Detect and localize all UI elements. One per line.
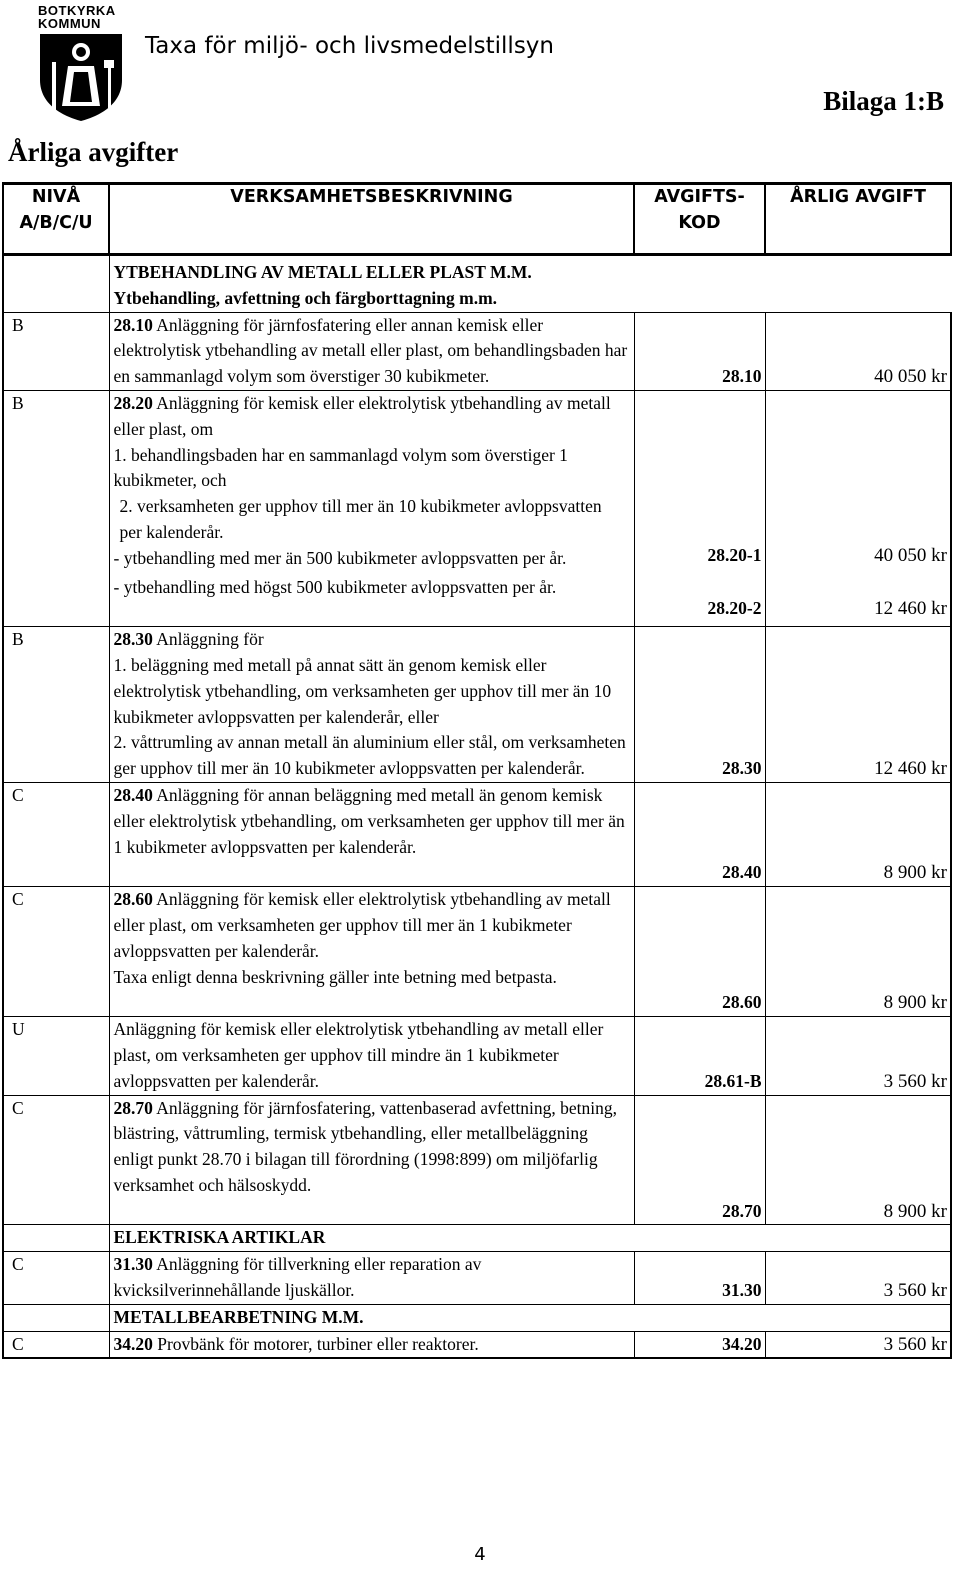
description-cell: 28.40 Anläggning för annan beläggning med metall än genom kemisk eller elektrolytisk ytbehandling, om verksamheten ger upphov till mer än 1 kubikmeter avloppsvatten per kalenderår.: [109, 782, 634, 886]
code-cell: 28.30: [634, 627, 765, 783]
description-cell: 34.20 Provbänk för motorer, turbiner eller reaktorer.: [109, 1331, 634, 1358]
description-cell: 28.60 Anläggning för kemisk eller elektrolytisk ytbehandling av metall eller plast, om verksamheten ger upphov till mer än 1 kubikmeter avloppsvatten per kalenderår. Taxa enligt denna beskrivning gäller inte betning med betpasta.: [109, 887, 634, 1017]
fee-cell: 12 460 kr: [765, 627, 951, 783]
column-header-fee: ÅRLIG AVGIFT: [765, 184, 951, 255]
municipality-logo: [38, 4, 138, 127]
section-row: [3, 1225, 951, 1252]
code-cell: 28.61-B: [634, 1017, 765, 1095]
level-cell: B: [3, 390, 109, 626]
fee-cell: 40 050 kr 12 460 kr: [765, 390, 951, 626]
fee-cell: 8 900 kr: [765, 1095, 951, 1225]
code-cell: 28.60: [634, 887, 765, 1017]
fee-cell: 8 900 kr: [765, 782, 951, 886]
table-header-row: [3, 184, 951, 255]
code-cell: 34.20: [634, 1331, 765, 1358]
fee-cell: 40 050 kr: [765, 312, 951, 390]
code-cell: 28.70: [634, 1095, 765, 1225]
table-row: [3, 1017, 951, 1095]
level-cell: C: [3, 1331, 109, 1358]
level-cell: B: [3, 312, 109, 390]
table-row: [3, 782, 951, 886]
description-cell: 28.20 Anläggning för kemisk eller elektrolytisk ytbehandling av metall eller plast, om 1. behandlingsbaden har en sammanlagd volym som överstiger 1 kubikmeter, och 2. verksamheten ger upphov till mer än 10 kubikmeter avloppsvatten per kalenderår. - ytbehandling med mer än 500 kubikmeter avloppsvatten per år. - ytbehandling med högst 500 kubikmeter avloppsvatten per år.: [109, 390, 634, 626]
level-cell: U: [3, 1017, 109, 1095]
code-cell: 28.10: [634, 312, 765, 390]
logo-text-botkyrka: BOTKYRKA: [38, 3, 116, 18]
page-number: 4: [474, 1544, 486, 1565]
section-title: ELEKTRISKA ARTIKLAR: [109, 1225, 951, 1252]
description-cell: 28.10 Anläggning för järnfosfatering eller annan kemisk eller elektrolytisk ytbehandling av metall eller plast, om behandlingsbaden har en sammanlagd volym som överstiger 30 kubikmeter.: [109, 312, 634, 390]
description-cell: 28.30 Anläggning för 1. beläggning med metall på annat sätt än genom kemisk eller elektrolytisk ytbehandling, om verksamheten ger upphov till mer än 10 kubikmeter avloppsvatten per kalenderår, eller 2. våttrumling av annan metall än aluminium eller stål, om verksamheten ger upphov till mer än 10 kubikmeter avloppsvatten per kalenderår.: [109, 627, 634, 783]
fee-cell: 3 560 kr: [765, 1252, 951, 1305]
level-cell: C: [3, 1252, 109, 1305]
table-row: [3, 627, 951, 783]
section-row: [3, 255, 951, 313]
table-row: [3, 1095, 951, 1225]
description-cell: 28.70 Anläggning för järnfosfatering, vattenbaserad avfettning, betning, blästring, våttrumling, termisk ytbehandling, eller metallbeläggning enligt punkt 28.70 i bilagan till förordning (1998:899) om miljöfarlig verksamhet och hälsoskydd.: [109, 1095, 634, 1225]
document-title: Taxa för miljö- och livsmedelstillsyn: [145, 33, 554, 59]
code-cell: 28.20-1 28.20-2: [634, 390, 765, 626]
column-header-level: NIVÅ A/B/C/U: [3, 184, 109, 255]
coat-of-arms-icon: [38, 32, 124, 122]
level-cell: C: [3, 1095, 109, 1225]
table-row: [3, 312, 951, 390]
table-row: [3, 390, 951, 626]
fee-table: [2, 182, 952, 1359]
appendix-label: Bilaga 1:B: [823, 86, 944, 116]
table-row: [3, 1331, 951, 1358]
logo-text-kommun: KOMMUN: [38, 16, 101, 31]
code-cell: 31.30: [634, 1252, 765, 1305]
level-cell: C: [3, 782, 109, 886]
table-row: [3, 1252, 951, 1305]
fee-cell: 3 560 kr: [765, 1331, 951, 1358]
section-title: METALLBEARBETNING M.M.: [109, 1304, 951, 1331]
description-cell: Anläggning för kemisk eller elektrolytisk ytbehandling av metall eller plast, om verksamheten ger upphov till mindre än 1 kubikmeter avloppsvatten per kalenderår.: [109, 1017, 634, 1095]
column-header-code: AVGIFTS- KOD: [634, 184, 765, 255]
section-title: YTBEHANDLING AV METALL ELLER PLAST M.M. Ytbehandling, avfettning och färgborttagning m.m.: [113, 262, 532, 308]
page-heading: Årliga avgifter: [8, 137, 179, 167]
table-row: [3, 887, 951, 1017]
level-cell: C: [3, 887, 109, 1017]
description-cell: 31.30 Anläggning för tillverkning eller reparation av kvicksilverinnehållande ljuskällor.: [109, 1252, 634, 1305]
section-row: [3, 1304, 951, 1331]
fee-cell: 8 900 kr: [765, 887, 951, 1017]
column-header-description: VERKSAMHETSBESKRIVNING: [109, 184, 634, 255]
level-cell: B: [3, 627, 109, 783]
fee-cell: 3 560 kr: [765, 1017, 951, 1095]
code-cell: 28.40: [634, 782, 765, 886]
